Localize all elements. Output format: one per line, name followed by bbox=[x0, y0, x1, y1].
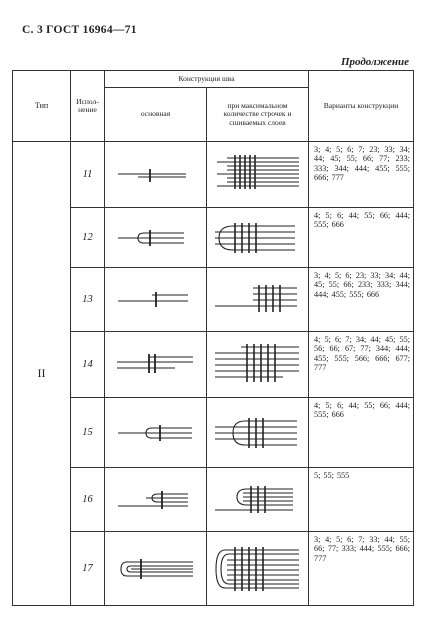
variants-13: 3; 4; 5; 6; 23; 33; 34; 44; 45; 55; 66; 233; 333; 344; 444; 455; 555; 666 bbox=[309, 268, 414, 332]
exec-17: 17 bbox=[71, 532, 105, 606]
header-type: Тип bbox=[13, 71, 71, 142]
header-execution: Испол- нение bbox=[71, 71, 105, 142]
header-variants: Варианты конструкции bbox=[309, 71, 414, 142]
sketch-basic-16 bbox=[105, 468, 207, 532]
sketch-basic-13 bbox=[105, 268, 207, 332]
sketch-max-17 bbox=[207, 532, 309, 606]
sketch-basic-15 bbox=[105, 398, 207, 468]
continuation-label: Продолжение bbox=[340, 56, 409, 68]
sketch-basic-17 bbox=[105, 532, 207, 606]
exec-14: 14 bbox=[71, 332, 105, 398]
exec-13: 13 bbox=[71, 268, 105, 332]
sketch-basic-11 bbox=[105, 142, 207, 208]
sketch-basic-12 bbox=[105, 208, 207, 268]
header-construction: Конструкция шва bbox=[105, 71, 309, 88]
sketch-max-15 bbox=[207, 398, 309, 468]
variants-11: 3; 4; 5; 6; 7; 23; 33; 34; 44; 45; 55; 66; 77; 233; 333; 344; 444; 455; 555; 666; 777 bbox=[309, 142, 414, 208]
sketch-max-13 bbox=[207, 268, 309, 332]
header-max: при максимальном количестве строчек и сшиваемых слоев bbox=[207, 88, 309, 142]
exec-16: 16 bbox=[71, 468, 105, 532]
seam-construction-table bbox=[12, 70, 414, 606]
exec-12: 12 bbox=[71, 208, 105, 268]
page-header: С. 3 ГОСТ 16964—71 bbox=[22, 24, 137, 36]
variants-16: 5; 55; 555 bbox=[309, 468, 414, 532]
exec-11: 11 bbox=[71, 142, 105, 208]
type-cell: II bbox=[13, 142, 71, 606]
header-basic: основная bbox=[105, 88, 207, 142]
variants-17: 3; 4; 5; 6; 7; 33; 44; 55; 66; 77; 333; 444; 555; 666; 777 bbox=[309, 532, 414, 606]
sketch-max-11 bbox=[207, 142, 309, 208]
sketch-basic-14 bbox=[105, 332, 207, 398]
exec-15: 15 bbox=[71, 398, 105, 468]
variants-15: 4; 5; 6; 44; 55; 66; 444; 555; 666 bbox=[309, 398, 414, 468]
sketch-max-16 bbox=[207, 468, 309, 532]
variants-14: 4; 5; 6; 7; 34; 44; 45; 55; 56; 66; 67; 77; 344; 444; 455; 555; 566; 666; 677; 777 bbox=[309, 332, 414, 398]
sketch-max-12 bbox=[207, 208, 309, 268]
sketch-max-14 bbox=[207, 332, 309, 398]
variants-12: 4; 5; 6; 44; 55; 66; 444; 555; 666 bbox=[309, 208, 414, 268]
